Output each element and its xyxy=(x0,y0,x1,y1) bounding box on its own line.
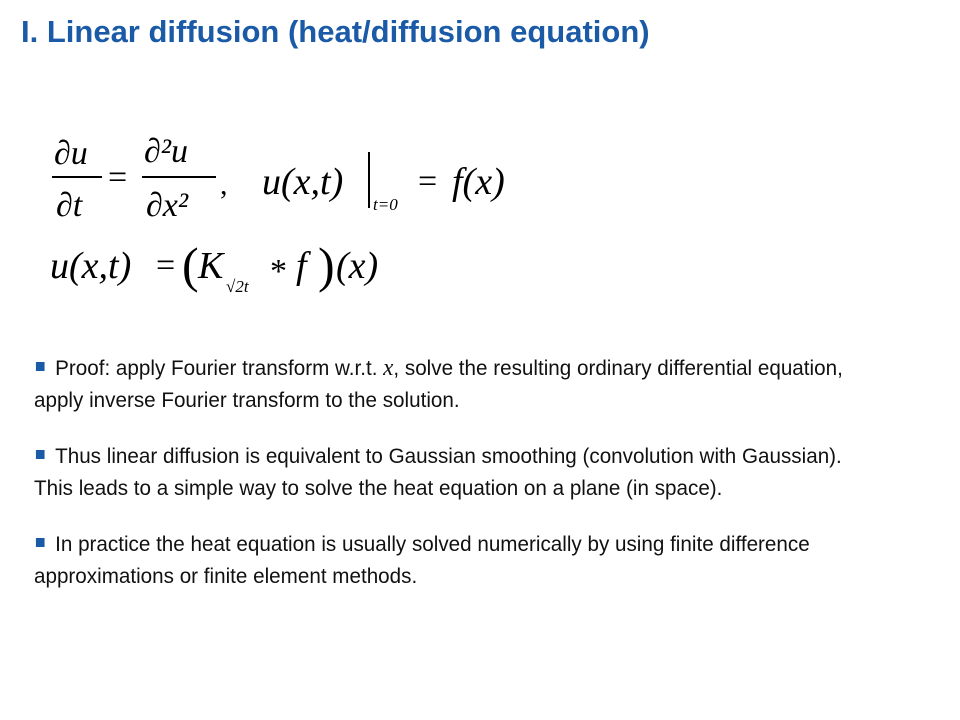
equations-figure xyxy=(40,112,560,302)
bullet-practice xyxy=(34,528,879,592)
slide-title: I. Linear diffusion (heat/diffusion equation) xyxy=(21,14,650,49)
bullet-square-icon xyxy=(36,362,45,371)
x-argument: (x) xyxy=(336,245,379,287)
bullet-proof-text-before: Proof: apply Fourier transform w.r.t. xyxy=(55,356,384,380)
kernel-K: K xyxy=(198,245,224,287)
u-xt-2: u(x,t) xyxy=(50,245,132,287)
numerator-du: ∂u xyxy=(54,135,88,172)
equals-sign-3: = xyxy=(156,247,176,284)
open-paren: ( xyxy=(182,237,199,293)
bullet-square-icon xyxy=(36,538,45,547)
bullet-square-icon xyxy=(36,450,45,459)
close-paren: ) xyxy=(318,237,335,293)
bullet-proof xyxy=(34,352,879,416)
equations-block xyxy=(40,112,560,302)
bullet-list xyxy=(34,352,914,616)
heat-equation xyxy=(52,133,505,224)
kernel-subscript: √2t xyxy=(226,277,249,296)
equals-sign-2: = xyxy=(418,163,438,200)
numerator-d2u: ∂²u xyxy=(144,133,188,170)
comma: , xyxy=(220,168,228,201)
u-xt-1: u(x,t) xyxy=(262,161,344,203)
subscript-t0: t=0 xyxy=(373,195,398,214)
solution-equation xyxy=(50,237,378,296)
equals-sign-1: = xyxy=(108,159,128,196)
convolution-star: * xyxy=(270,253,287,290)
f-symbol: f xyxy=(296,245,307,287)
bullet-proof-variable: x xyxy=(383,355,394,381)
bullet-proof-text-after: , solve the resulting ordinary differential equation, apply inverse Fourier transform to the solution. xyxy=(34,356,843,412)
f-x: f(x) xyxy=(452,161,505,203)
bullet-gaussian xyxy=(34,440,879,504)
bullet-gaussian-text: Thus linear diffusion is equivalent to Gaussian smoothing (convolution with Gaussian). This leads to a simple way to solve the heat equation on a plane (in space). xyxy=(34,444,842,500)
denominator-dt: ∂t xyxy=(56,187,83,224)
denominator-dx2: ∂x² xyxy=(146,187,189,224)
bullet-practice-text: In practice the heat equation is usually solved numerically by using finite difference approximations or finite element methods. xyxy=(34,532,810,588)
